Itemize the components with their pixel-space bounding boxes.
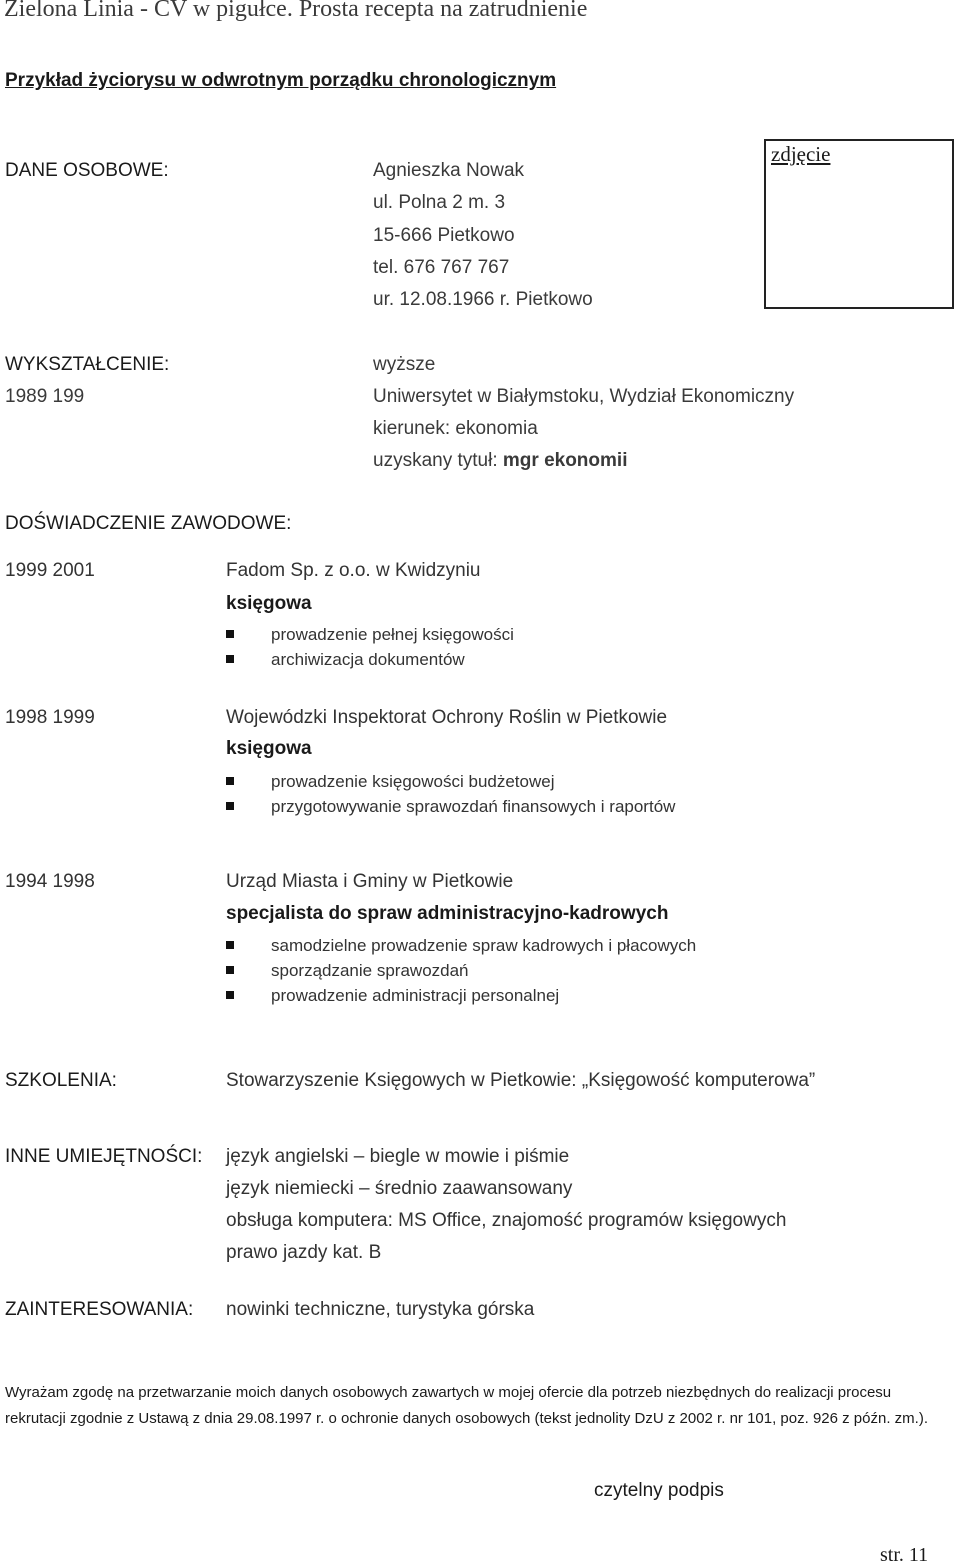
- job-years: 1999 2001: [5, 560, 95, 581]
- job-duties: [226, 933, 696, 1008]
- education-degree-line: [373, 450, 627, 472]
- education-field: kierunek: ekonomia: [373, 418, 538, 439]
- job-employer: Urząd Miasta i Gminy w Pietkowie: [226, 871, 514, 892]
- page-number: str. 11: [880, 1544, 929, 1566]
- education-degree: mgr ekonomii: [502, 450, 628, 471]
- training-value: Stowarzyszenie Księgowych w Pietkowie: „Księgowość komputerowa”: [226, 1070, 816, 1091]
- bullet-square-icon: [226, 655, 234, 663]
- list-item: [226, 958, 696, 983]
- document-header: Zielona Linia - CV w pigułce. Prosta recepta na zatrudnienie: [4, 0, 588, 22]
- education-degree-prefix: uzyskany tytuł:: [373, 450, 503, 471]
- person-phone: tel. 676 767 767: [373, 257, 510, 278]
- skill-item: język angielski – biegle w mowie i piśmie: [226, 1146, 570, 1167]
- bullet-square-icon: [226, 777, 234, 785]
- training-label: SZKOLENIA:: [5, 1070, 117, 1091]
- job-role: księgowa: [226, 738, 312, 759]
- person-street: ul. Polna 2 m. 3: [373, 192, 506, 213]
- skill-item: prawo jazdy kat. B: [226, 1242, 382, 1263]
- job-duties: [226, 622, 514, 672]
- list-item: [226, 622, 514, 647]
- person-city: 15-666 Pietkowo: [373, 225, 515, 246]
- job-duties: [226, 769, 675, 819]
- job-role: księgowa: [226, 593, 312, 614]
- duty-text: sporządzanie sprawozdań: [271, 961, 469, 980]
- list-item: [226, 983, 696, 1008]
- bullet-square-icon: [226, 991, 234, 999]
- person-name: Agnieszka Nowak: [373, 160, 525, 181]
- job-years: 1994 1998: [5, 871, 95, 892]
- bullet-square-icon: [226, 802, 234, 810]
- duty-text: archiwizacja dokumentów: [271, 650, 465, 669]
- duty-text: przygotowywanie sprawozdań finansowych i raportów: [271, 797, 676, 816]
- interests-label: ZAINTERESOWANIA:: [5, 1299, 194, 1320]
- document-subtitle: Przykład życiorysu w odwrotnym porządku chronologicznym: [5, 70, 557, 91]
- list-item: [226, 769, 675, 794]
- education-label: WYKSZTAŁCENIE:: [5, 354, 170, 375]
- personal-data-label: DANE OSOBOWE:: [5, 160, 169, 181]
- list-item: [226, 933, 696, 958]
- skill-item: język niemiecki – średnio zaawansowany: [226, 1178, 573, 1199]
- duty-text: samodzielne prowadzenie spraw kadrowych i płacowych: [271, 936, 697, 955]
- signature-label: czytelny podpis: [594, 1480, 724, 1501]
- job-role: specjalista do spraw administracyjno-kadrowych: [226, 903, 669, 924]
- duty-text: prowadzenie księgowości budżetowej: [271, 772, 555, 791]
- list-item: [226, 794, 675, 819]
- bullet-square-icon: [226, 630, 234, 638]
- education-years: 1989 199: [5, 386, 85, 407]
- job-employer: Wojewódzki Inspektorat Ochrony Roślin w Pietkowie: [226, 707, 668, 728]
- job-years: 1998 1999: [5, 707, 95, 728]
- interests-value: nowinki techniczne, turystyka górska: [226, 1299, 535, 1320]
- skill-item: obsługa komputera: MS Office, znajomość programów księgowych: [226, 1210, 787, 1231]
- bullet-square-icon: [226, 966, 234, 974]
- job-employer: Fadom Sp. z o.o. w Kwidzyniu: [226, 560, 481, 581]
- duty-text: prowadzenie administracji personalnej: [271, 986, 560, 1005]
- list-item: [226, 647, 514, 672]
- photo-label: zdjęcie: [771, 142, 831, 166]
- skills-label: INNE UMIEJĘTNOŚCI:: [5, 1146, 203, 1167]
- person-birth: ur. 12.08.1966 r. Pietkowo: [373, 289, 593, 310]
- consent-clause: Wyrażam zgodę na przetwarzanie moich danych osobowych zawartych w mojej ofercie dla potrzeb niezbędnych do realizacji procesu rekrutacji zgodnie z Ustawą z dnia 29.08.1997 r. o ochronie danych osobowych (tekst jednolity DzU z 2002 r. nr 101, poz. 926 z późn. zm.).: [5, 1384, 928, 1427]
- experience-label: DOŚWIADCZENIE ZAWODOWE:: [5, 513, 292, 534]
- education-school: Uniwersytet w Białymstoku, Wydział Ekonomiczny: [373, 386, 795, 407]
- education-level: wyższe: [373, 354, 436, 375]
- duty-text: prowadzenie pełnej księgowości: [271, 625, 514, 644]
- bullet-square-icon: [226, 941, 234, 949]
